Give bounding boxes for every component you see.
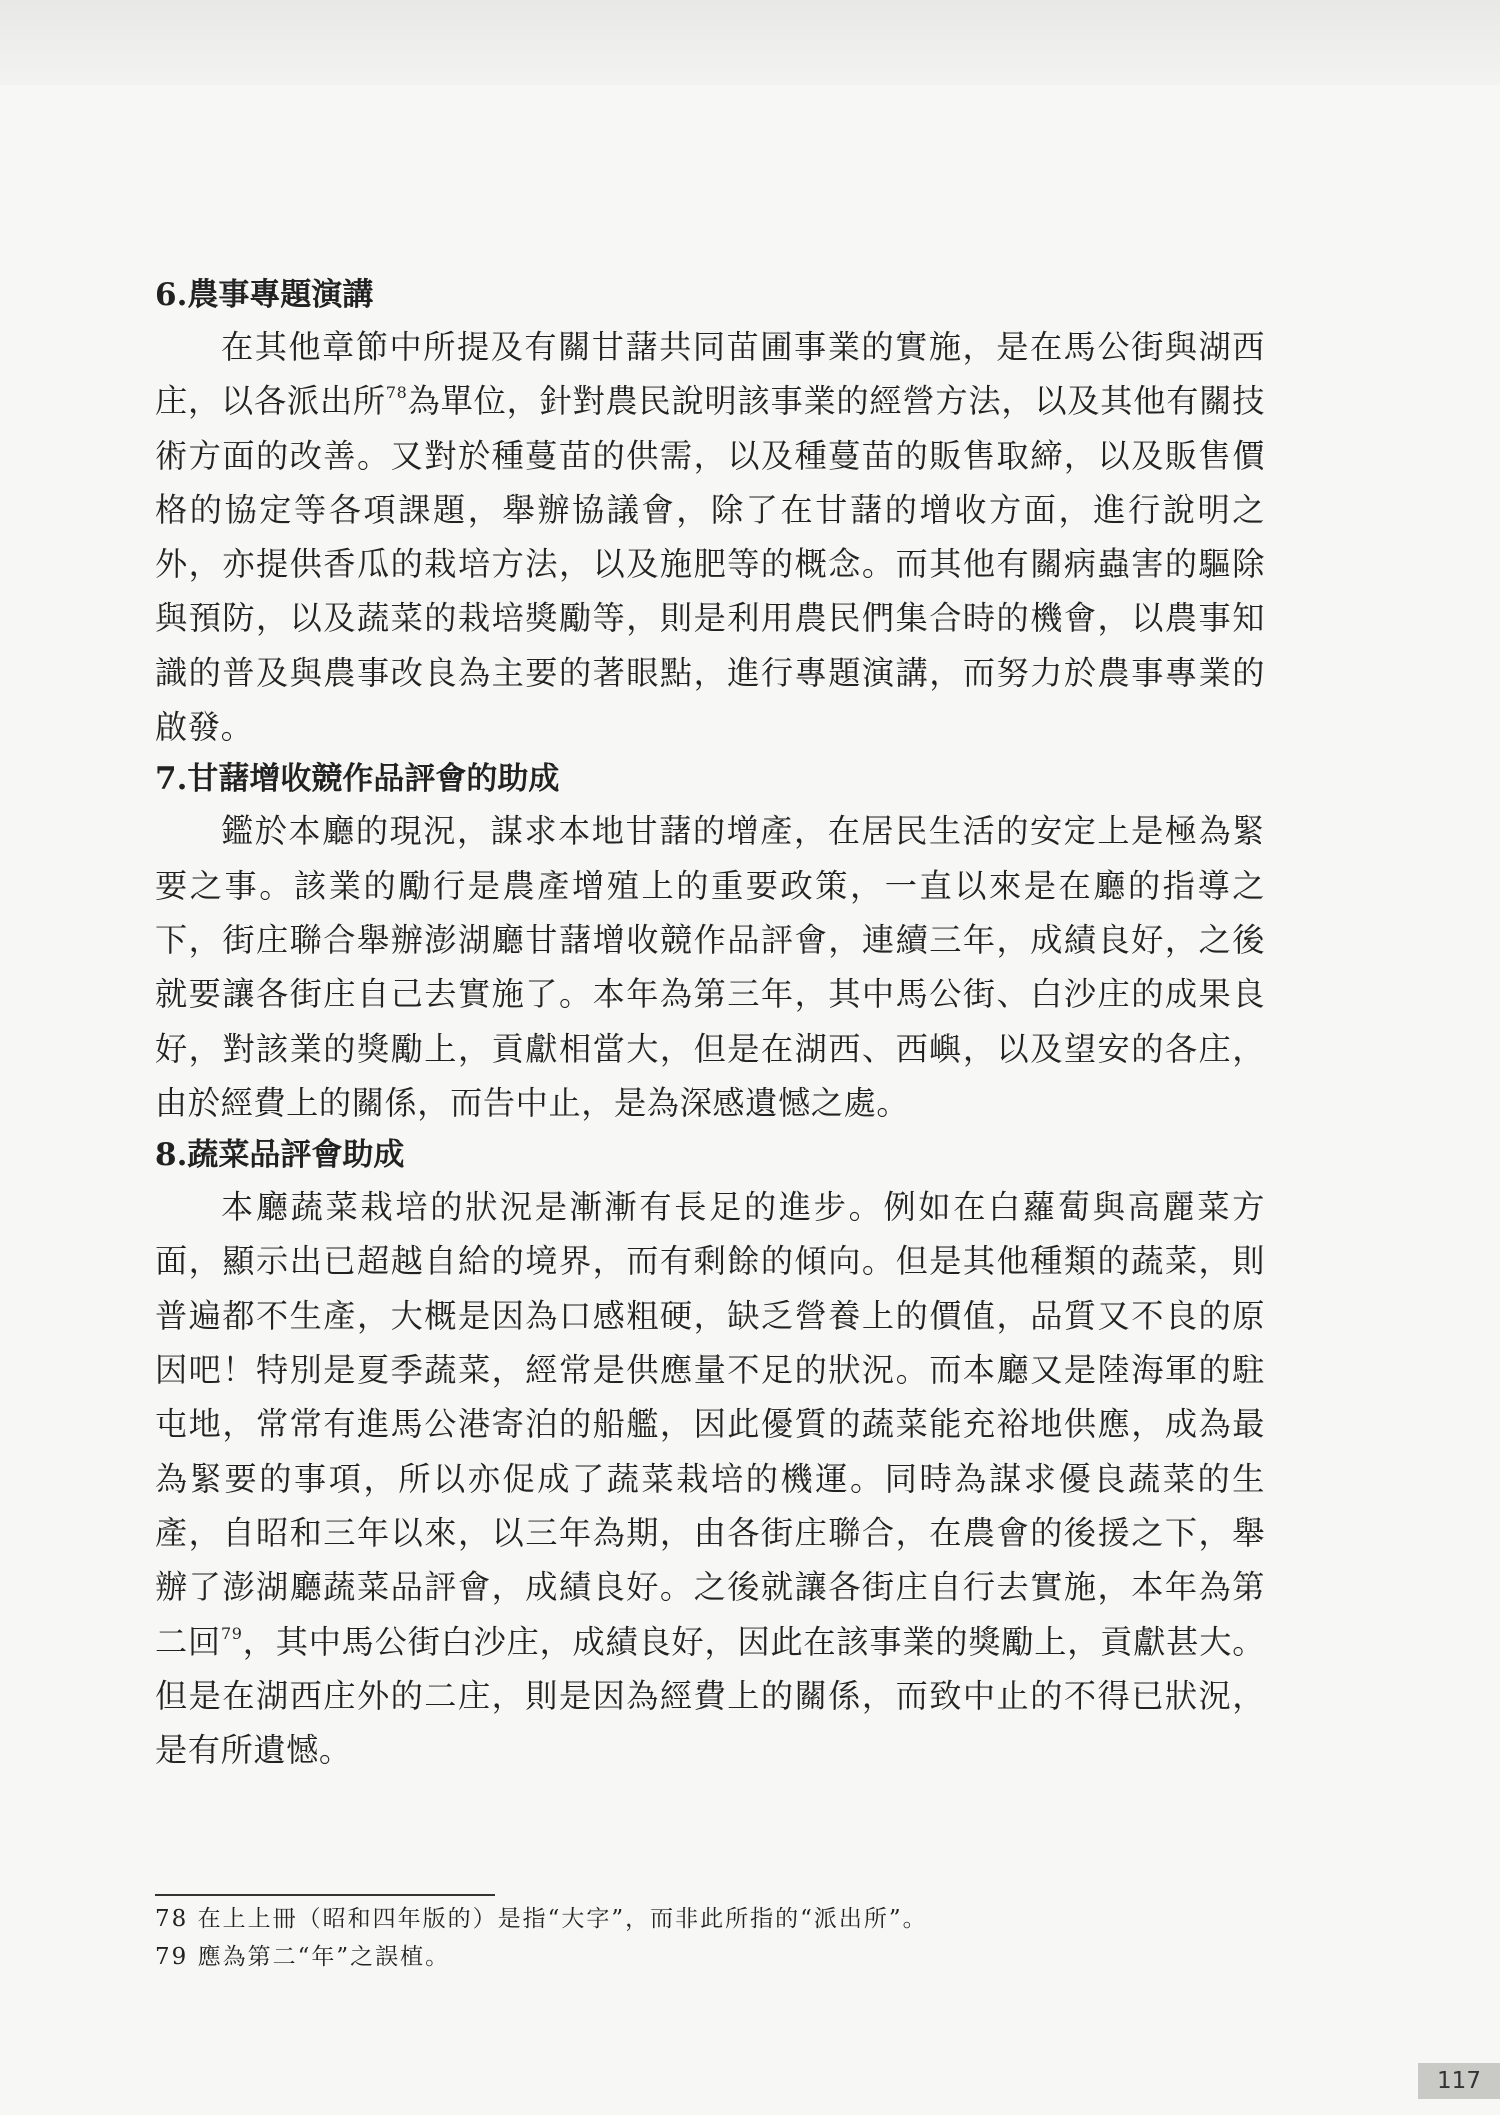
paragraph-vegetable-fair: 本廳蔬菜栽培的狀況是漸漸有長足的進步。例如在白蘿蔔與高麗菜方面，顯示出已超越自給的境界，而有剩餘的傾向。但是其他種類的蔬菜，則普遍都不生產，大概是因為口感粗硬，缺乏營養上的價值，品質又不良的原因吧！特別是夏季蔬菜，經常是供應量不足的狀況。而本廳又是陸海軍的駐屯地，常常有進馬公港寄泊的船艦，因此優質的蔬菜能充裕地供應，成為最為緊要的事項，所以亦促成了蔬菜栽培的機運。同時為謀求優良蔬菜的生產，自昭和三年以來，以三年為期，由各街庄聯合，在農會的後援之下，舉辦了澎湖廳蔬菜品評會，成績良好。之後就讓各街庄自行去實施，本年為第二回$^{79}$，其中馬公街白沙庄，成績良好，因此在該事業的獎勵上，貢獻甚大。但是在湖西庄外的二庄，則是因為經費上的關係，而致中止的不得已狀況，是有所遺憾。 <box>155 1188 1265 1770</box>
footnote-78: 78 在上上冊（昭和四年版的）是指“大字”，而非此所指的“派出所”。 <box>155 1906 928 1932</box>
page-number: 117 <box>1418 2063 1500 2099</box>
body-text <box>155 270 1265 1777</box>
footnote-79: 79 應為第二“年”之誤植。 <box>155 1944 451 1970</box>
footnote-ref-78: 78 <box>385 383 408 403</box>
paragraph-sweet-potato-contest: 鑑於本廳的現況，謀求本地甘藷的增產，在居民生活的安定上是極為緊要之事。該業的勵行是農產增殖上的重要政策，一直以來是在廳的指導之下，街庄聯合舉辦澎湖廳甘藷增收競作品評會，連續三年，成績良好，之後就要讓各街庄自己去實施了。本年為第三年，其中馬公街、白沙庄的成果良好，對該業的獎勵上，貢獻相當大，但是在湖西、西嶼，以及望安的各庄，由於經費上的關係，而告中止，是為深感遺憾之處。 <box>155 812 1265 1122</box>
section-heading-8: 8.蔬菜品評會助成 <box>155 1137 405 1174</box>
footnotes <box>155 1900 1155 1976</box>
footnote-ref-79: 79 <box>220 1623 243 1643</box>
paragraph-agricultural-lectures: 在其他章節中所提及有關甘藷共同苗圃事業的實施，是在馬公街與湖西庄，以各派出所$^{78}$為單位，針對農民說明該事業的經營方法，以及其他有關技術方面的改善。又對於種蔓苗的供需，以及種蔓苗的販售取締，以及販售價格的協定等各項課題，舉辦協議會，除了在甘藷的增收方面，進行說明之外，亦提供香瓜的栽培方法，以及施肥等的概念。而其他有關病蟲害的驅除與預防，以及蔬菜的栽培獎勵等，則是利用農民們集合時的機會，以農事知識的普及與農事改良為主要的著眼點，進行專題演講，而努力於農事專業的啟發。 <box>155 328 1265 747</box>
scan-top-shadow <box>0 0 1500 85</box>
section-heading-6: 6.農事專題演講 <box>155 277 374 313</box>
section-heading-7: 7.甘藷增收競作品評會的助成 <box>155 761 560 798</box>
footnote-divider <box>155 1894 495 1896</box>
